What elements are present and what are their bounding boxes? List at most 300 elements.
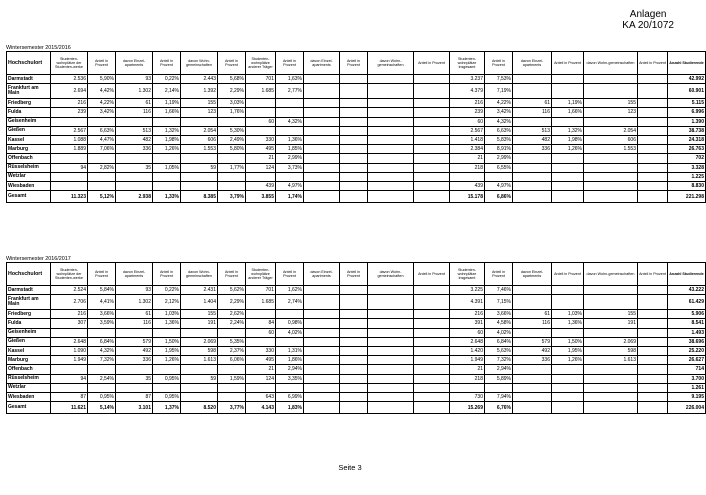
value-cell: 439 [450, 182, 485, 191]
value-cell [153, 172, 181, 181]
value-cell: 1,19% [153, 99, 181, 108]
value-cell: 5,62% [218, 286, 246, 295]
value-cell [584, 393, 638, 402]
value-cell: 61 [513, 310, 552, 319]
value-cell: 155 [181, 310, 218, 319]
value-cell [340, 136, 368, 145]
value-cell: 6,63% [88, 126, 116, 135]
value-cell [304, 402, 340, 414]
value-cell: 0,95% [153, 393, 181, 402]
value-cell: 1,37% [153, 402, 181, 414]
table-row [7, 393, 706, 402]
value-cell: 60 [246, 328, 276, 337]
table-row [7, 402, 706, 414]
value-cell: 7,15% [485, 295, 513, 310]
value-cell: 21 [450, 365, 485, 374]
column-header: davon Einzel-apartments [513, 263, 552, 286]
value-cell [304, 374, 340, 383]
value-cell [304, 328, 340, 337]
value-cell: 155 [181, 99, 218, 108]
value-cell: 4.391 [450, 295, 485, 310]
value-cell [638, 99, 668, 108]
value-cell [340, 182, 368, 191]
value-cell [513, 295, 552, 310]
value-cell [414, 163, 450, 172]
table-row [7, 108, 706, 117]
value-cell: 2.443 [181, 75, 218, 84]
value-cell [638, 383, 668, 392]
value-cell: 5,84% [88, 286, 116, 295]
table-row [7, 182, 706, 191]
value-cell [340, 117, 368, 126]
value-cell [218, 172, 246, 181]
value-cell: 5,83% [485, 136, 513, 145]
value-cell: 124 [246, 163, 276, 172]
value-cell: 216 [51, 99, 88, 108]
value-cell [414, 365, 450, 374]
column-header: Hochschulort [7, 52, 51, 75]
document-reference [622, 9, 674, 31]
value-cell: 24.318 [668, 136, 706, 145]
column-header: Anteil in Prozent [638, 52, 668, 75]
value-cell: 1,03% [153, 310, 181, 319]
value-cell: 6,55% [485, 163, 513, 172]
value-cell: 1,50% [552, 337, 584, 346]
value-cell [181, 117, 218, 126]
value-cell: 216 [450, 99, 485, 108]
column-header: Anteil in Prozent [153, 263, 181, 286]
value-cell [552, 172, 584, 181]
value-cell: 218 [450, 374, 485, 383]
column-header: Anteil in Prozent [153, 52, 181, 75]
value-cell: 15.269 [450, 402, 485, 414]
value-cell: 1.685 [246, 295, 276, 310]
value-cell: 3,66% [485, 310, 513, 319]
value-cell: 1,76% [218, 108, 246, 117]
value-cell: 60 [246, 117, 276, 126]
column-header: Anteil in Prozent [340, 52, 368, 75]
value-cell: 21 [246, 365, 276, 374]
value-cell: 7,46% [485, 286, 513, 295]
value-cell [340, 356, 368, 365]
value-cell: 336 [116, 356, 153, 365]
table-row [7, 295, 706, 310]
value-cell [638, 310, 668, 319]
column-header: Hochschulort [7, 263, 51, 286]
column-header: davon Einzel-apartments [513, 52, 552, 75]
value-cell [584, 286, 638, 295]
column-header: davon Wohn-gemeinschaften [584, 52, 638, 75]
value-cell: 495 [246, 145, 276, 154]
column-header: Studenten-wohnplätze der Studenten-werke [51, 263, 88, 286]
value-cell: 2.054 [181, 126, 218, 135]
value-cell [414, 310, 450, 319]
value-cell [304, 347, 340, 356]
value-cell [304, 383, 340, 392]
value-cell: 7,32% [485, 356, 513, 365]
value-cell: 1,32% [153, 126, 181, 135]
value-cell: 1.404 [181, 295, 218, 310]
value-cell: 1.225 [668, 172, 706, 181]
table-ws-2015-2016 [6, 51, 706, 203]
value-cell: 1,62% [276, 286, 304, 295]
value-cell: 702 [668, 154, 706, 163]
value-cell [552, 393, 584, 402]
value-cell: 1,66% [153, 108, 181, 117]
value-cell [116, 154, 153, 163]
location-cell: Gießen [7, 337, 51, 346]
value-cell: 336 [116, 145, 153, 154]
column-header: Anteil in Prozent [414, 263, 450, 286]
value-cell [304, 191, 340, 203]
value-cell: 606 [584, 136, 638, 145]
value-cell: 2,77% [276, 84, 304, 99]
value-cell: 336 [513, 356, 552, 365]
value-cell [638, 402, 668, 414]
value-cell [638, 347, 668, 356]
value-cell [218, 383, 246, 392]
value-cell: 60.901 [668, 84, 706, 99]
value-cell: 1.261 [668, 383, 706, 392]
table-row [7, 191, 706, 203]
header-line-1: Anlagen [629, 9, 667, 20]
value-cell [638, 365, 668, 374]
value-cell: 1,05% [153, 163, 181, 172]
value-cell: 2.567 [450, 126, 485, 135]
value-cell [638, 84, 668, 99]
value-cell: 2.706 [51, 295, 88, 310]
value-cell: 330 [246, 136, 276, 145]
column-header: davon Einzel-apartments [116, 263, 153, 286]
location-cell: Geisenheim [7, 328, 51, 337]
value-cell: 3,59% [88, 319, 116, 328]
value-cell [513, 75, 552, 84]
value-cell: 1.493 [668, 328, 706, 337]
value-cell: 2.648 [450, 337, 485, 346]
value-cell: 60 [450, 328, 485, 337]
value-cell [552, 75, 584, 84]
value-cell: 1,50% [153, 337, 181, 346]
column-header: davon Wohn-gemeinschaften [368, 52, 414, 75]
location-cell: Rüsselsheim [7, 163, 51, 172]
value-cell: 330 [246, 347, 276, 356]
value-cell: 7,94% [485, 393, 513, 402]
value-cell [584, 191, 638, 203]
value-cell: 2.384 [450, 145, 485, 154]
value-cell: 1.302 [116, 84, 153, 99]
value-cell [414, 286, 450, 295]
value-cell [340, 402, 368, 414]
value-cell: 2,82% [88, 163, 116, 172]
location-cell: Marburg [7, 356, 51, 365]
value-cell [304, 286, 340, 295]
table-row [7, 99, 706, 108]
value-cell: 5,63% [485, 347, 513, 356]
value-cell: 1.418 [450, 136, 485, 145]
value-cell [304, 182, 340, 191]
value-cell [340, 286, 368, 295]
value-cell [552, 365, 584, 374]
value-cell: 2,12% [153, 295, 181, 310]
value-cell: 87 [116, 393, 153, 402]
column-header: davon Wohn-gemeinschaften [181, 52, 218, 75]
value-cell: 2,74% [276, 295, 304, 310]
value-cell [304, 136, 340, 145]
value-cell: 4,41% [88, 295, 116, 310]
value-cell [638, 337, 668, 346]
value-cell: 93 [116, 286, 153, 295]
location-cell: Darmstadt [7, 286, 51, 295]
table-row [7, 84, 706, 99]
value-cell [368, 145, 414, 154]
value-cell: 1.553 [181, 145, 218, 154]
value-cell: 11.621 [51, 402, 88, 414]
value-cell [584, 374, 638, 383]
value-cell [368, 295, 414, 310]
location-cell: Fulda [7, 108, 51, 117]
value-cell: 439 [246, 182, 276, 191]
value-cell [414, 374, 450, 383]
value-cell: 701 [246, 286, 276, 295]
value-cell [368, 182, 414, 191]
value-cell [153, 328, 181, 337]
value-cell [513, 117, 552, 126]
value-cell: 191 [584, 319, 638, 328]
column-header: davon Einzel-apartments [116, 52, 153, 75]
table-row [7, 117, 706, 126]
value-cell [51, 365, 88, 374]
value-cell [414, 295, 450, 310]
value-cell [552, 286, 584, 295]
location-cell: Gesamt [7, 191, 51, 203]
value-cell [340, 319, 368, 328]
value-cell: 2,94% [276, 365, 304, 374]
table-row [7, 145, 706, 154]
value-cell: 730 [450, 393, 485, 402]
header-line-2: KA 20/1072 [622, 20, 674, 31]
value-cell: 2.069 [181, 337, 218, 346]
value-cell: 482 [116, 136, 153, 145]
value-cell: 5,35% [218, 337, 246, 346]
value-cell [513, 154, 552, 163]
value-cell [181, 172, 218, 181]
value-cell: 1.685 [246, 84, 276, 99]
value-cell: 2,94% [485, 365, 513, 374]
column-header: Studenten-wohnplätze anderer Träger [246, 52, 276, 75]
value-cell: 15.178 [450, 191, 485, 203]
value-cell [638, 108, 668, 117]
value-cell [88, 182, 116, 191]
value-cell [414, 126, 450, 135]
value-cell: 4,58% [485, 319, 513, 328]
value-cell: 598 [584, 347, 638, 356]
table-row [7, 136, 706, 145]
value-cell [414, 356, 450, 365]
location-cell: Frankfurt am Main [7, 84, 51, 99]
value-cell [368, 126, 414, 135]
column-header: davon Wohn-gemeinschaften [584, 263, 638, 286]
value-cell: 218 [450, 163, 485, 172]
value-cell [414, 99, 450, 108]
value-cell [368, 374, 414, 383]
value-cell: 4,97% [276, 182, 304, 191]
value-cell [638, 126, 668, 135]
column-header: Anteil in Prozent [638, 263, 668, 286]
value-cell: 3,35% [276, 374, 304, 383]
value-cell: 3,42% [88, 108, 116, 117]
value-cell: 61 [116, 310, 153, 319]
value-cell [276, 99, 304, 108]
value-cell: 124 [246, 374, 276, 383]
value-cell [368, 191, 414, 203]
value-cell [340, 145, 368, 154]
location-cell: Friedberg [7, 310, 51, 319]
value-cell: 5,89% [485, 374, 513, 383]
value-cell: 4,47% [88, 136, 116, 145]
value-cell: 3.855 [246, 191, 276, 203]
value-cell [368, 337, 414, 346]
value-cell [340, 295, 368, 310]
value-cell: 4,42% [88, 84, 116, 99]
value-cell [638, 328, 668, 337]
value-cell: 2,99% [485, 154, 513, 163]
value-cell: 42.992 [668, 75, 706, 84]
value-cell [368, 347, 414, 356]
table-row [7, 286, 706, 295]
value-cell: 2,99% [276, 154, 304, 163]
value-cell: 6,06% [218, 356, 246, 365]
value-cell [638, 154, 668, 163]
location-cell: Offenbach [7, 154, 51, 163]
value-cell: 3.101 [116, 402, 153, 414]
value-cell: 1.090 [51, 347, 88, 356]
value-cell: 1.889 [51, 145, 88, 154]
value-cell [218, 182, 246, 191]
value-cell: 3.225 [450, 286, 485, 295]
column-header: Anteil in Prozent [485, 52, 513, 75]
value-cell [414, 75, 450, 84]
value-cell: 2.054 [584, 126, 638, 135]
value-cell: 7,53% [485, 75, 513, 84]
location-cell: Gesamt [7, 402, 51, 414]
value-cell [304, 310, 340, 319]
value-cell: 8.830 [668, 182, 706, 191]
value-cell: 701 [246, 75, 276, 84]
value-cell [552, 191, 584, 203]
value-cell: 2,49% [218, 136, 246, 145]
value-cell [513, 163, 552, 172]
value-cell [513, 374, 552, 383]
value-cell [485, 172, 513, 181]
value-cell [368, 75, 414, 84]
value-cell: 1,32% [552, 126, 584, 135]
value-cell: 3,66% [88, 310, 116, 319]
value-cell: 1,66% [552, 108, 584, 117]
value-cell: 2,62% [218, 310, 246, 319]
value-cell [218, 328, 246, 337]
value-cell: 482 [513, 136, 552, 145]
value-cell: 35 [116, 374, 153, 383]
value-cell: 59 [181, 163, 218, 172]
column-header: davon Einzel-apartments [304, 52, 340, 75]
value-cell [116, 365, 153, 374]
value-cell: 336 [513, 145, 552, 154]
value-cell: 307 [51, 319, 88, 328]
value-cell: 1.302 [116, 295, 153, 310]
value-cell: 0,98% [276, 319, 304, 328]
location-cell: Fulda [7, 319, 51, 328]
value-cell: 4,97% [485, 182, 513, 191]
value-cell: 579 [513, 337, 552, 346]
location-cell: Marburg [7, 145, 51, 154]
value-cell [368, 99, 414, 108]
value-cell [584, 75, 638, 84]
header-row [7, 52, 706, 75]
value-cell [368, 108, 414, 117]
value-cell [513, 182, 552, 191]
value-cell [340, 99, 368, 108]
table-row [7, 356, 706, 365]
value-cell [340, 163, 368, 172]
value-cell: 116 [513, 319, 552, 328]
value-cell [414, 84, 450, 99]
value-cell [368, 402, 414, 414]
value-cell: 1,26% [552, 356, 584, 365]
value-cell [246, 108, 276, 117]
value-cell [450, 383, 485, 392]
value-cell [153, 154, 181, 163]
value-cell [88, 154, 116, 163]
value-cell [584, 365, 638, 374]
value-cell [584, 163, 638, 172]
value-cell: 598 [181, 347, 218, 356]
value-cell: 7,06% [88, 145, 116, 154]
value-cell [485, 383, 513, 392]
value-cell [276, 310, 304, 319]
value-cell [584, 402, 638, 414]
table-row [7, 163, 706, 172]
column-header: Studenten-wohnplätze insgesamt [450, 52, 485, 75]
value-cell [414, 182, 450, 191]
value-cell [513, 84, 552, 99]
value-cell [638, 191, 668, 203]
value-cell [414, 191, 450, 203]
value-cell [638, 145, 668, 154]
value-cell [368, 365, 414, 374]
value-cell [340, 154, 368, 163]
value-cell [552, 402, 584, 414]
value-cell: 116 [513, 108, 552, 117]
value-cell [638, 117, 668, 126]
value-cell: 4,22% [485, 99, 513, 108]
value-cell: 1,26% [153, 356, 181, 365]
semester-label-2: Wintersemester 2016/2017 [6, 256, 71, 262]
value-cell [414, 319, 450, 328]
value-cell [368, 163, 414, 172]
semester-label-1: Wintersemester 2015/2016 [6, 45, 71, 51]
value-cell [340, 191, 368, 203]
value-cell: 59 [181, 374, 218, 383]
value-cell: 1,63% [276, 75, 304, 84]
value-cell [414, 136, 450, 145]
value-cell: 26.627 [668, 356, 706, 365]
value-cell: 2,29% [218, 295, 246, 310]
value-cell: 1.420 [450, 347, 485, 356]
location-cell: Gießen [7, 126, 51, 135]
value-cell [88, 365, 116, 374]
value-cell: 1.613 [584, 356, 638, 365]
column-header: Studenten-wohnplätze der Studenten-werke [51, 52, 88, 75]
